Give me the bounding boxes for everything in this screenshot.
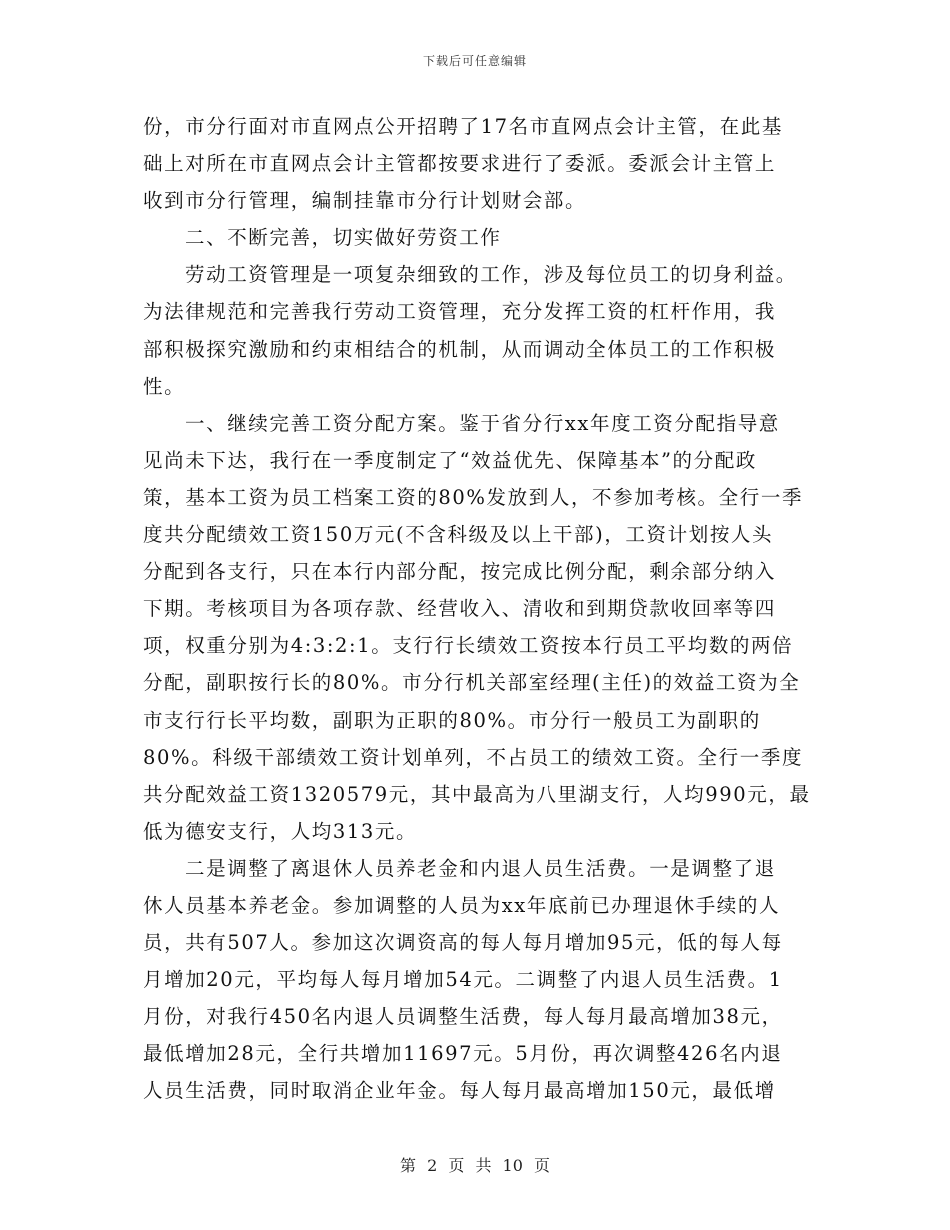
- body-line: 策，基本工资为员工档案工资的80%发放到人，不参加考核。全行一季: [143, 485, 804, 509]
- body-line: 收到市分行管理，编制挂靠市分行计划财会部。: [143, 189, 587, 213]
- body-line: 月增加20元，平均每人每月增加54元。二调整了内退人员生活费。1: [143, 968, 783, 992]
- body-line: 度共分配绩效工资150万元(不含科级及以上干部)，工资计划按人头: [143, 523, 774, 547]
- body-line: 部积极探究激励和约束相结合的机制，从而调动全体员工的工作积极: [143, 337, 777, 361]
- body-line: 础上对所在市直网点会计主管都按要求进行了委派。委派会计主管上: [143, 152, 777, 176]
- body-line: 份，市分行面对市直网点公开招聘了17名市直网点会计主管，在此基: [143, 115, 783, 138]
- body-line: 月份，对我行450名内退人员调整生活费，每人每月最高增加38元，: [143, 1005, 783, 1029]
- body-line: 为法律规范和完善我行劳动工资管理，充分发挥工资的杠杆作用，我: [143, 300, 777, 324]
- body-line: 低为德安支行，人均313元。: [143, 819, 418, 843]
- body-line: 性。: [143, 374, 186, 398]
- body-line: 项，权重分别为4:3:2:1。支行行长绩效工资按本行员工平均数的两倍: [143, 634, 794, 658]
- body-line: 分配到各支行，只在本行内部分配，按完成比例分配，剩余部分纳入: [143, 560, 777, 584]
- body-line: 分配，副职按行长的80%。市分行机关部室经理(主任)的效益工资为全: [143, 671, 801, 695]
- body-line: 员，共有507人。参加这次调资高的每人每月增加95元，低的每人每: [143, 931, 783, 955]
- body-line: 下期。考核项目为各项存款、经营收入、清收和到期贷款收回率等四: [143, 597, 777, 621]
- body-line: 最低增加28元，全行共增加11697元。5月份，再次调整426名内退: [143, 1042, 783, 1066]
- body-line: 二是调整了离退休人员养老金和内退人员生活费。一是调整了退: [185, 856, 776, 880]
- body-line: 80%。科级干部绩效工资计划单列，不占员工的绩效工资。全行一季度: [143, 745, 804, 769]
- body-line: 一、继续完善工资分配方案。鉴于省分行xx年度工资分配指导意: [185, 411, 780, 435]
- body-line: 市支行行长平均数，副职为正职的80%。市分行一般员工为副职的: [143, 708, 761, 732]
- body-line: 见尚未下达，我行在一季度制定了“效益优先、保障基本”的分配政: [143, 448, 757, 472]
- body-line: 人员生活费，同时取消企业年金。每人每月最高增加150元，最低增: [143, 1079, 776, 1103]
- body-line: 劳动工资管理是一项复杂细致的工作，涉及每位员工的切身利益。: [185, 263, 797, 287]
- page-number-footer: 第 2 页 共 10 页: [400, 1156, 550, 1175]
- section-heading: 二、不断完善，切实做好劳资工作: [185, 226, 502, 250]
- document-body: [143, 108, 811, 1110]
- body-line: 休人员基本养老金。参加调整的人员为xx年底前已办理退休手续的人: [143, 893, 781, 917]
- page-header: 下载后可任意编辑: [422, 54, 527, 68]
- body-line: 共分配效益工资1320579元，其中最高为八里湖支行，人均990元，最: [143, 782, 811, 806]
